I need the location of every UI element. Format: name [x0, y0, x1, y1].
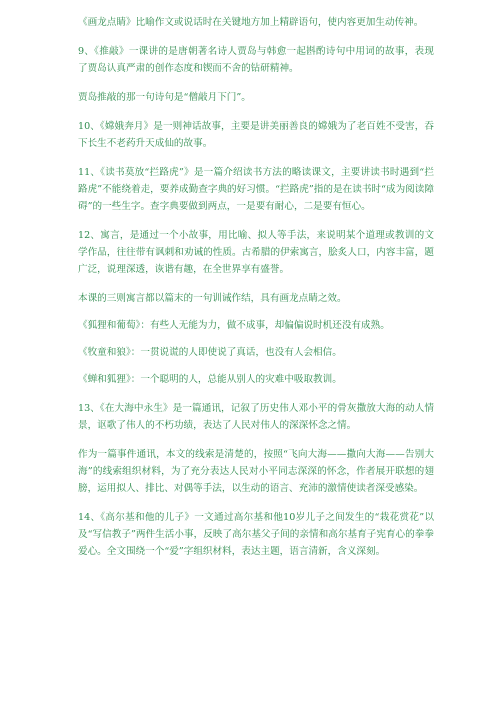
paragraph-cicada-fox: 《蝉和狐狸》：一个聪明的人，总能从别人的灾难中吸取教训。	[78, 374, 342, 385]
paragraph-10-change: 10、《嫦娥奔月》是一则神话故事，主要是讲美丽善良的嫦娥为了老百姓不受害，吞下长生不老药升天成仙的故事。	[78, 121, 434, 149]
paragraph-13-analysis: 作为一篇事件通讯，本文的线索是清楚的，按照“飞向大海——撒向大海——告别大海”的线索组织材料，为了充分表达人民对小平同志深深的怀念，作者展开联想的翅膀，运用拟人、排比、对偶等手法，以生动的语言、充沛的激情使读者深受感染。	[78, 449, 434, 494]
paragraph-fox-grapes: 《狐狸和葡萄》：有些人无能为力，做不成事，却偏偏说时机还没有成熟。	[78, 320, 390, 331]
paragraph-13-sea: 13、《在大海中永生》是一篇通讯，记叙了历史伟人邓小平的骨灰撒放大海的动人情景，讴歌了伟人的不朽功绩，表达了人民对伟人的深深怀念之情。	[78, 403, 434, 431]
paragraph-11-reading: 11、《读书莫放“拦路虎”》是一篇介绍读书方法的略读课文，主要讲读书时遇到“拦路虎”不能绕着走，要养成勤查字典的好习惯。“拦路虎”指的是在读书时“成为阅读障碍”的一些生字。查字典要做到两点，一是要有耐心，二是要有恒心。	[78, 167, 434, 212]
paragraph-14-gorky: 14、《高尔基和他的儿子》一文通过高尔基和他10岁儿子之间发生的“栽花赏花”以及“写信教子”两件生活小事，反映了高尔基父子间的亲情和高尔基育子宪育心的拳拳爱心。全文围绕一个“爱”字组织材料，表达主题，语言清新，含义深刻。	[78, 512, 434, 557]
paragraph-jiadao-poem: 贾岛推敲的那一句诗句是“僧敲月下门”。	[78, 92, 251, 103]
paragraph-12-fable: 12、寓言，是通过一个小故事，用比喻、拟人等手法，来说明某个道理或教训的文学作品，往往带有讽刺和劝诫的性质。古希腊的伊索寓言，脍炙人口，内容丰富，题广泛，说理深透，诙谐有趣，在全世界享有盛誉。	[78, 230, 434, 275]
paragraph-fable-summary: 本课的三则寓言都以篇末的一句训诫作结，具有画龙点睛之效。	[78, 293, 347, 304]
paragraph-hualong-dianjing: 《画龙点睛》比喻作文或说话时在关键地方加上精辟语句，使内容更加生动传神。	[78, 17, 424, 28]
paragraph-9-tuiqiao: 9、《推敲》一课讲的是唐朝著名诗人贾岛与韩愈一起斟酌诗句中用词的故事，表现了贾岛认真严肃的创作态度和锲而不舍的钻研精神。	[78, 46, 434, 74]
paragraph-shepherd-wolf: 《牧童和狼》：一贯说谎的人即使说了真话，也没有人会相信。	[78, 347, 342, 358]
